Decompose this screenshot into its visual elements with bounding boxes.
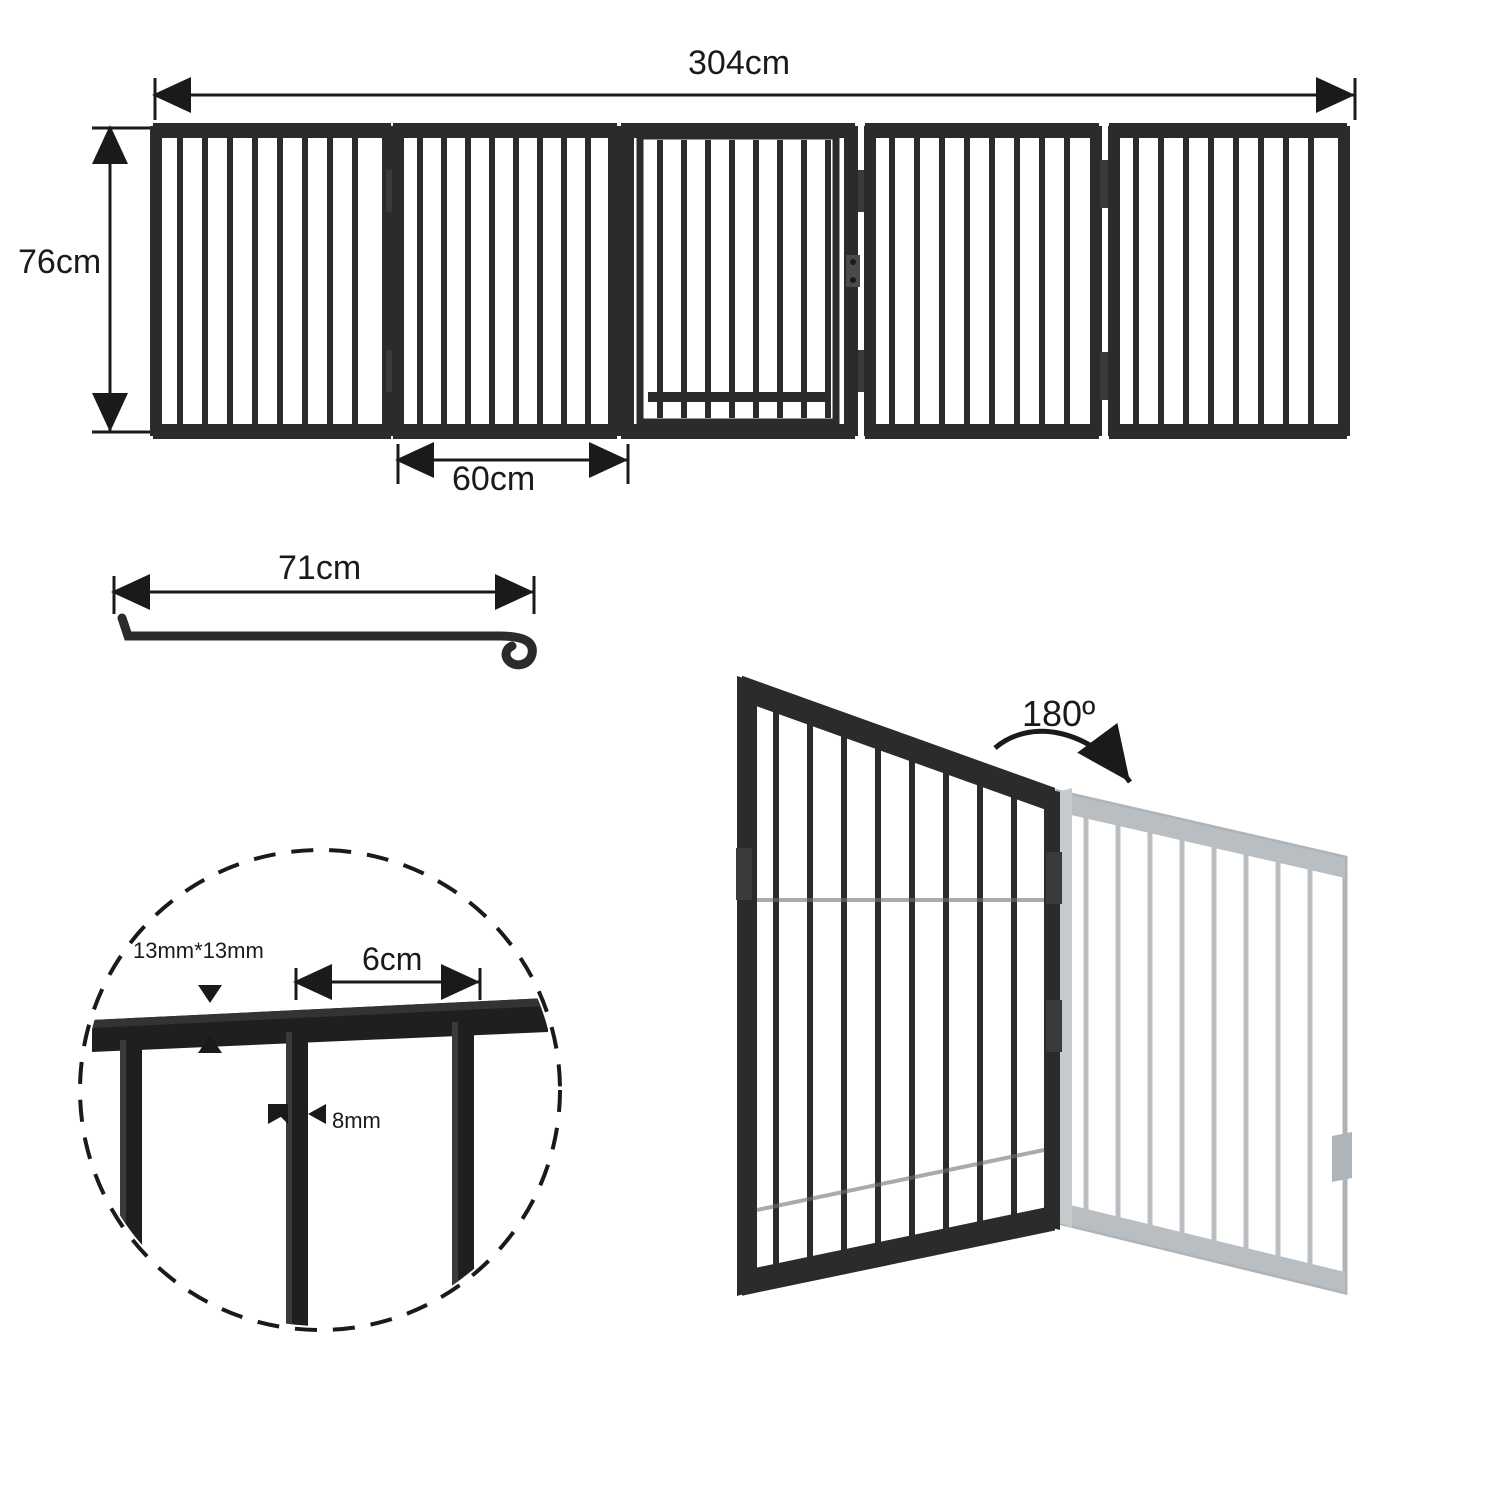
hinge [736, 848, 752, 900]
panel-5 [1108, 126, 1350, 436]
label-rod-length: 71cm [278, 549, 362, 587]
dashed-detail-circle [80, 850, 560, 1330]
label-bar-thickness: 8mm [332, 1108, 381, 1133]
panel-2 [392, 126, 620, 436]
panel-1 [150, 126, 394, 436]
ghost-panel [1058, 788, 1352, 1292]
solid-panel [736, 676, 1062, 1296]
label-open-angle: 180º [1022, 693, 1096, 734]
hinge [1046, 852, 1062, 904]
wall-mount-rod [122, 618, 532, 665]
hinge [1046, 1000, 1062, 1052]
label-total-width: 304cm [688, 44, 791, 82]
panel-4 [864, 126, 1102, 436]
detail-circle-group [80, 850, 560, 1332]
front-elevation-gate [150, 126, 1350, 436]
label-frame-tube: 13mm*13mm [133, 938, 264, 963]
label-bar-spacing: 6cm [362, 941, 423, 977]
label-panel-width: 60cm [452, 460, 536, 498]
dimension-total-width [155, 78, 1355, 120]
perspective-folded-gate [736, 676, 1352, 1296]
panel-3-gate [620, 126, 860, 436]
label-panel-height: 76cm [18, 243, 102, 281]
